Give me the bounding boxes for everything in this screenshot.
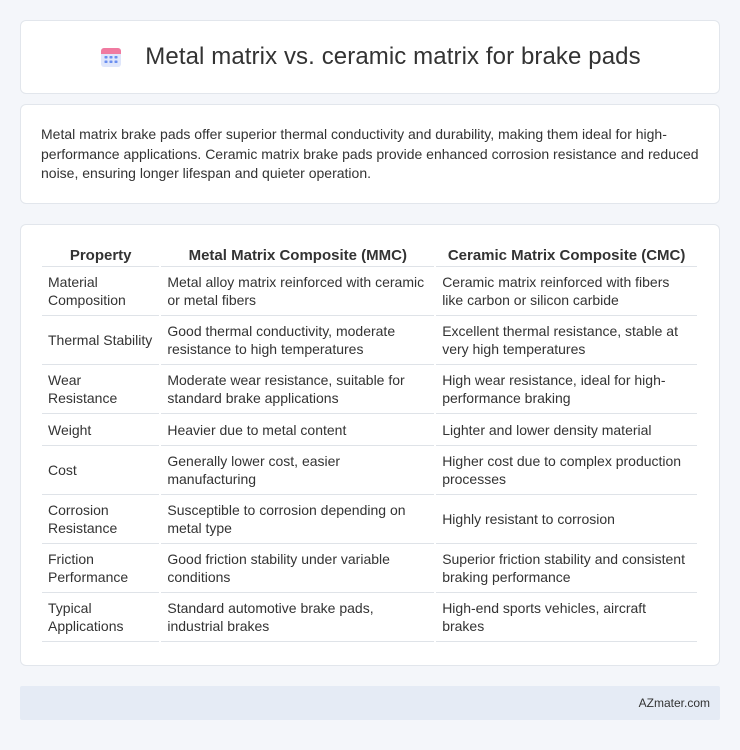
mmc-cell: Heavier due to metal content <box>161 414 434 446</box>
table-row <box>42 316 697 365</box>
mmc-cell: Susceptible to corrosion depending on metal type <box>161 495 434 544</box>
title-row <box>99 43 640 71</box>
cmc-cell: High-end sports vehicles, aircraft brakes <box>436 593 697 642</box>
cmc-cell: Ceramic matrix reinforced with fibers like carbon or silicon carbide <box>436 267 697 316</box>
column-header-mmc: Metal Matrix Composite (MMC) <box>161 245 434 267</box>
column-header-property: Property <box>42 245 159 267</box>
table-row <box>42 495 697 544</box>
mmc-cell: Moderate wear resistance, suitable for standard brake applications <box>161 365 434 414</box>
page-title: Metal matrix vs. ceramic matrix for brake pads <box>145 43 641 70</box>
table-row <box>42 446 697 495</box>
footer-site-link[interactable]: AZmater.com <box>638 696 710 710</box>
cmc-cell: Superior friction stability and consistent braking performance <box>436 544 697 593</box>
property-cell: Corrosion Resistance <box>42 495 159 544</box>
table-row <box>42 267 697 316</box>
mmc-cell: Good thermal conductivity, moderate resistance to high temperatures <box>161 316 434 365</box>
property-cell: Thermal Stability <box>42 316 159 365</box>
mmc-cell: Generally lower cost, easier manufacturing <box>161 446 434 495</box>
cmc-cell: Highly resistant to corrosion <box>436 495 697 544</box>
comparison-table <box>40 245 699 642</box>
mmc-cell: Standard automotive brake pads, industrial brakes <box>161 593 434 642</box>
table-row <box>42 365 697 414</box>
column-header-cmc: Ceramic Matrix Composite (CMC) <box>436 245 697 267</box>
property-cell: Friction Performance <box>42 544 159 593</box>
calendar-grid-icon <box>99 45 123 69</box>
property-cell: Cost <box>42 446 159 495</box>
mmc-cell: Metal alloy matrix reinforced with ceramic or metal fibers <box>161 267 434 316</box>
summary-text: Metal matrix brake pads offer superior thermal conductivity and durability, making them ideal for high-performance applications. Ceramic matrix brake pads provide enhanced corrosion resistance and reduced noise, ensuring longer lifespan and quieter operation. <box>41 126 699 181</box>
table-row <box>42 593 697 642</box>
property-cell: Material Composition <box>42 267 159 316</box>
comparison-card <box>20 224 720 666</box>
title-card <box>20 20 720 94</box>
property-cell: Weight <box>42 414 159 446</box>
cmc-cell: High wear resistance, ideal for high-performance braking <box>436 365 697 414</box>
cmc-cell: Excellent thermal resistance, stable at very high temperatures <box>436 316 697 365</box>
table-header-row <box>42 245 697 267</box>
cmc-cell: Higher cost due to complex production processes <box>436 446 697 495</box>
summary-card <box>20 104 720 204</box>
table-row <box>42 544 697 593</box>
property-cell: Wear Resistance <box>42 365 159 414</box>
table-row <box>42 414 697 446</box>
property-cell: Typical Applications <box>42 593 159 642</box>
mmc-cell: Good friction stability under variable conditions <box>161 544 434 593</box>
cmc-cell: Lighter and lower density material <box>436 414 697 446</box>
footer-bar <box>20 686 720 720</box>
